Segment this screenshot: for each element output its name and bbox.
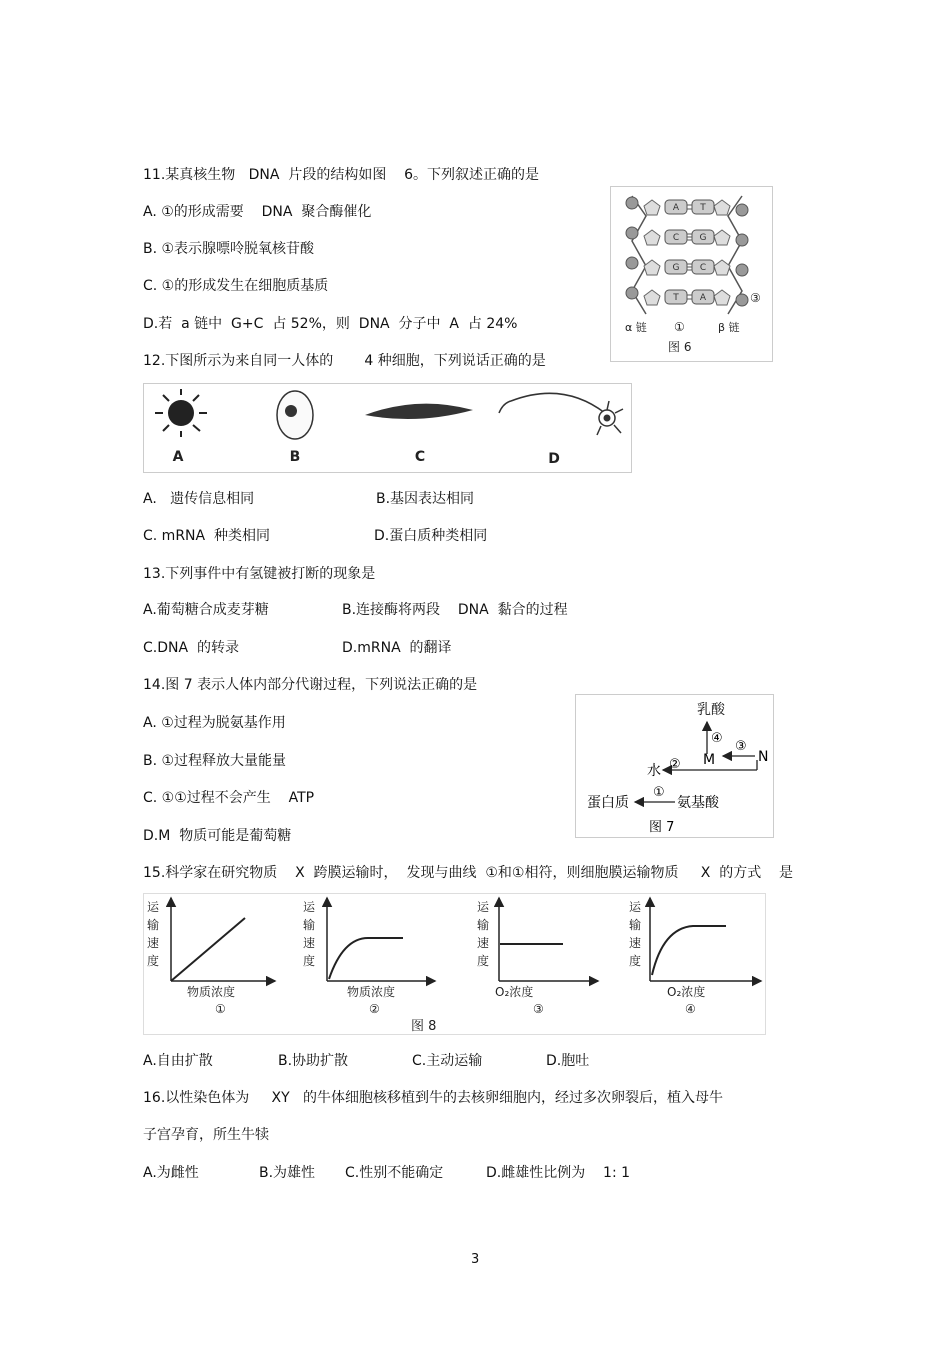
base-b2: G: [699, 233, 707, 243]
q16-stem-line1: 16.以性染色体为 XY 的牛体细胞核移植到牛的去核卵细胞内，经过多次卵裂后，植入母牛: [143, 1090, 724, 1106]
q16-option-d: D.雌雄性比例为 1: 1: [486, 1165, 631, 1181]
step-4-marker: ④: [711, 731, 723, 746]
q11-stem: 11.某真核生物 DNA 片段的结构如图 6。下列叙述正确的是: [143, 167, 540, 183]
q16-option-b: B.为雄性: [259, 1165, 316, 1181]
q16-stem-line2: 子宫孕育，所生牛犊: [143, 1127, 269, 1143]
n-label: N: [758, 749, 769, 765]
base-a4: T: [673, 293, 679, 303]
graph1-ylabel-3: 速: [147, 936, 160, 950]
graph2-ylabel-2: 输: [303, 918, 316, 932]
q12-option-c: C. mRNA 种类相同: [143, 528, 270, 544]
graph2-ylabel-4: 度: [303, 954, 316, 968]
cell-b-label: B: [289, 449, 301, 465]
four-cells-figure: [143, 383, 632, 473]
graph3-ylabel-4: 度: [477, 954, 490, 968]
graph3-ylabel-2: 输: [477, 918, 490, 932]
base-b4: A: [699, 293, 707, 303]
graph1-number: ①: [215, 1002, 226, 1016]
q13-option-c: C.DNA 的转录: [143, 640, 239, 656]
graph3-number: ③: [533, 1002, 544, 1016]
protein-label: 蛋白质: [587, 795, 629, 811]
q12-stem: 12.下图所示为来自同一人体的 4 种细胞，下列说话正确的是: [143, 353, 546, 369]
lactic-acid-label: 乳酸: [697, 702, 725, 718]
graph1-ylabel-4: 度: [147, 954, 160, 968]
q14-stem: 14.图 7 表示人体内部分代谢过程，下列说法正确的是: [143, 677, 478, 693]
graph2-ylabel-3: 速: [303, 936, 316, 950]
graph2-xlabel: 物质浓度: [347, 985, 396, 999]
graph4-number: ④: [685, 1002, 696, 1016]
q14-option-c: C. ①①过程不会产生 ATP: [143, 790, 315, 806]
q15-option-d: D.胞吐: [546, 1053, 590, 1069]
q13-option-a: A.葡萄糖合成麦芽糖: [143, 602, 269, 618]
q12-option-b: B.基因表达相同: [376, 491, 475, 507]
amino-acid-label: 氨基酸: [677, 795, 719, 811]
metabolism-figure-7: [575, 694, 774, 838]
m-label: M: [703, 752, 716, 768]
cell-c-label: C: [414, 449, 426, 465]
figure-6-caption: 图 6: [668, 340, 692, 354]
graph3-xlabel: O₂浓度: [495, 985, 534, 999]
q14-option-d: D.M 物质可能是葡萄糖: [143, 828, 292, 844]
cell-b-image: [277, 391, 313, 439]
base-a2: C: [672, 233, 680, 243]
step-2-marker: ②: [669, 757, 681, 772]
dna-structure-figure: [610, 186, 773, 362]
transport-graphs-figure-8: [143, 893, 766, 1035]
base-a3: G: [672, 263, 680, 273]
step-1-marker: ①: [653, 785, 665, 800]
q11-option-a: A. ①的形成需要 DNA 聚合酶催化: [143, 204, 372, 220]
q13-stem: 13.下列事件中有氢键被打断的现象是: [143, 566, 376, 582]
cell-d-label: D: [548, 451, 560, 467]
graph1-ylabel-1: 运: [147, 900, 160, 914]
cell-a-label: A: [172, 449, 184, 465]
graph1-ylabel-2: 输: [147, 918, 160, 932]
q11-option-d: D.若 a 链中 G+C 占 52%，则 DNA 分子中 A 占 24%: [143, 316, 518, 332]
base-a1: A: [672, 203, 680, 213]
marker-3: ③: [750, 291, 761, 305]
graph3-ylabel-3: 速: [477, 936, 490, 950]
q14-option-a: A. ①过程为脱氨基作用: [143, 715, 286, 731]
q12-option-d: D.蛋白质种类相同: [374, 528, 488, 544]
alpha-chain-label: α 链: [625, 321, 647, 334]
q15-option-c: C.主动运输: [412, 1053, 483, 1069]
q11-option-c: C. ①的形成发生在细胞质基质: [143, 278, 329, 294]
q11-option-b: B. ①表示腺嘌呤脱氧核苷酸: [143, 241, 315, 257]
q15-stem: 15.科学家在研究物质 X 跨膜运输时， 发现与曲线 ①和①相符，则细胞膜运输物质 X 的方式 是: [143, 865, 793, 881]
q16-option-c: C.性别不能确定: [345, 1165, 444, 1181]
graph4-ylabel-4: 度: [629, 954, 642, 968]
graph2-ylabel-1: 运: [303, 900, 316, 914]
q16-option-a: A.为雌性: [143, 1165, 199, 1181]
q14-option-b: B. ①过程释放大量能量: [143, 753, 287, 769]
marker-1: ①: [674, 320, 685, 334]
graph4-ylabel-1: 运: [629, 900, 642, 914]
graph2-number: ②: [369, 1002, 380, 1016]
base-b3: C: [699, 263, 707, 273]
q15-option-b: B.协助扩散: [278, 1053, 349, 1069]
base-b1: T: [700, 203, 706, 213]
figure-8-caption: 图 8: [411, 1019, 437, 1034]
graph1-xlabel: 物质浓度: [187, 985, 236, 999]
q12-option-a: A. 遗传信息相同: [143, 491, 255, 507]
page-number: 3: [471, 1252, 480, 1267]
graph4-ylabel-3: 速: [629, 936, 642, 950]
graph3-ylabel-1: 运: [477, 900, 490, 914]
step-3-marker: ③: [735, 739, 747, 754]
q15-option-a: A.自由扩散: [143, 1053, 213, 1069]
graph4-xlabel: O₂浓度: [667, 985, 706, 999]
graph4-ylabel-2: 输: [629, 918, 642, 932]
figure-7-caption: 图 7: [649, 820, 675, 835]
water-label: 水: [647, 763, 661, 779]
q13-option-d: D.mRNA 的翻译: [342, 640, 452, 656]
q13-option-b: B.连接酶将两段 DNA 黏合的过程: [342, 602, 568, 618]
beta-chain-label: β 链: [718, 321, 740, 334]
